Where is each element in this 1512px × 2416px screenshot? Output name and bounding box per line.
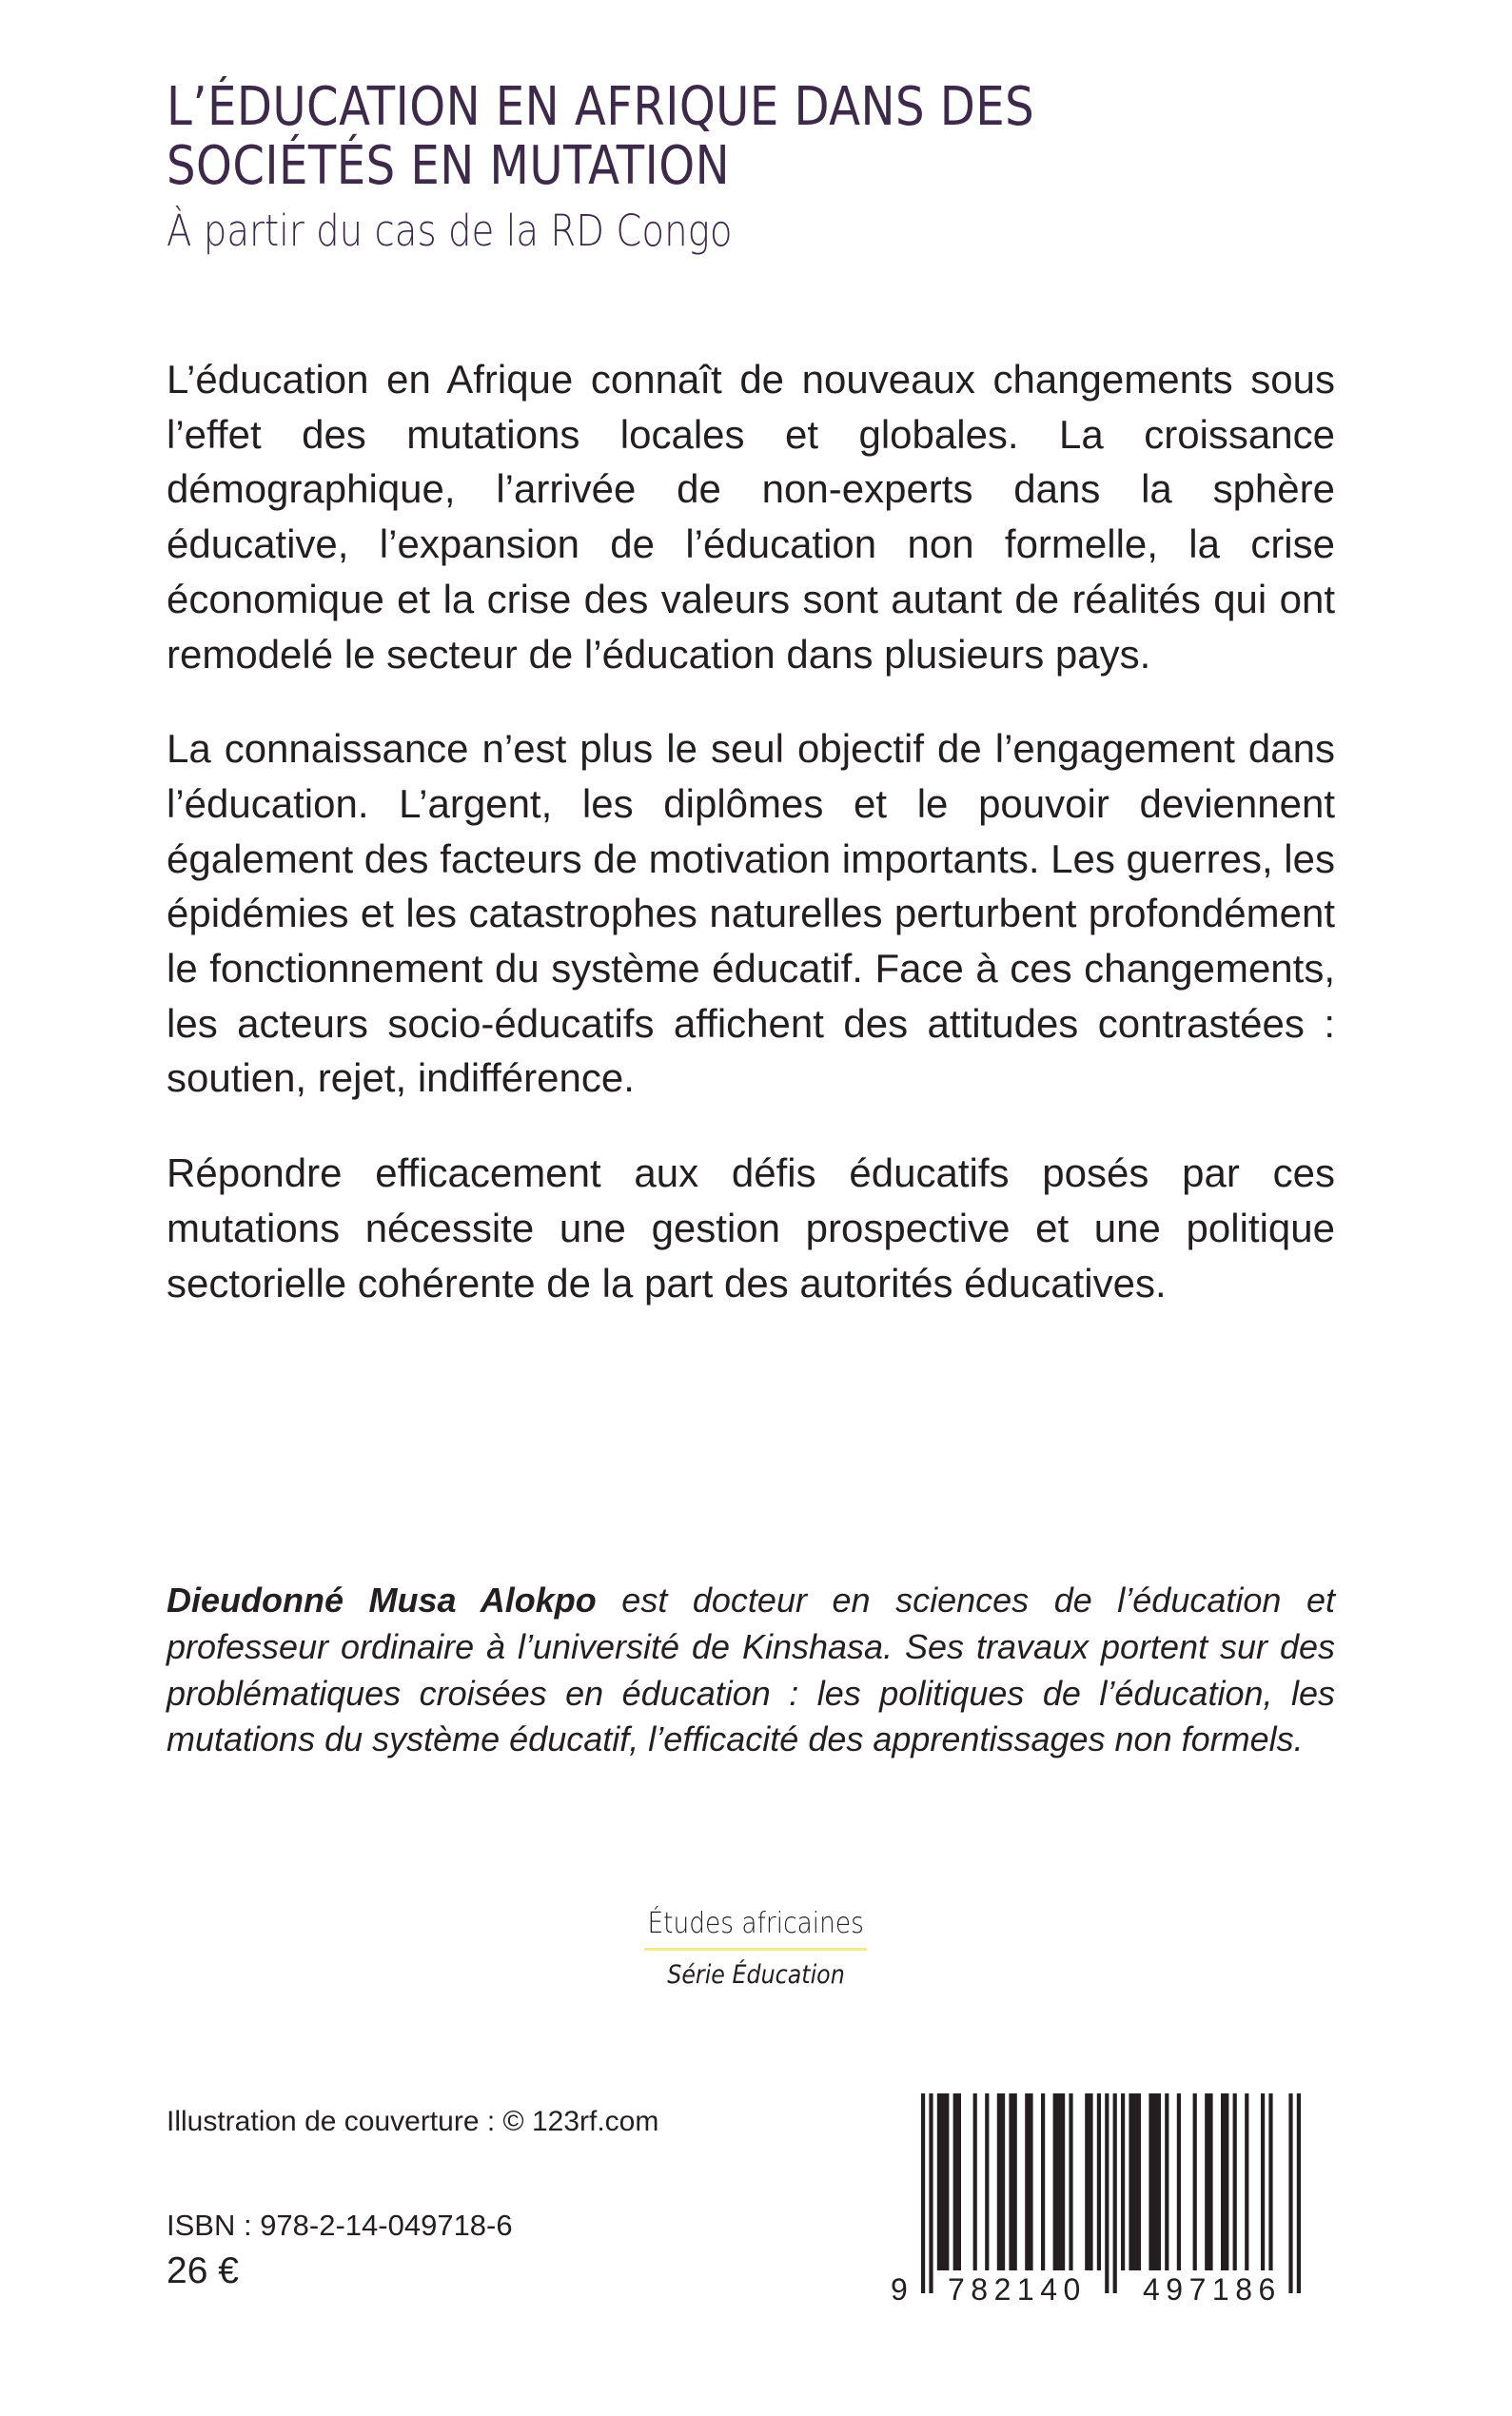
blurb-paragraph: L’éducation en Afrique connaît de nouveaux changements sous l’effet des mutations locales et globales. La croissance démographique, l’arrivée de non-experts dans la sphère éducative, l’expansion de l’éducation non formelle, la crise économique et la crise des valeurs sont autant de réalités qui ont remodelé le secteur de l’éducation dans plusieurs pays. bbox=[167, 357, 1335, 677]
barcode-bar bbox=[985, 2093, 989, 2270]
barcode-bar bbox=[1268, 2093, 1272, 2270]
barcode bbox=[885, 2093, 1342, 2305]
barcode-bar bbox=[929, 2093, 933, 2293]
barcode-lead-digit: 9 bbox=[891, 2272, 908, 2307]
barcode-bar bbox=[1105, 2093, 1109, 2293]
barcode-bar bbox=[1009, 2093, 1016, 2270]
barcode-bar bbox=[1041, 2093, 1045, 2270]
barcode-digits bbox=[885, 2270, 1342, 2308]
barcode-bar bbox=[1097, 2093, 1101, 2270]
price: 26 € bbox=[167, 2250, 239, 2291]
isbn: ISBN : 978-2-14-049718-6 bbox=[167, 2209, 513, 2242]
book-subtitle: À partir du cas de la RD Congo bbox=[167, 206, 733, 256]
barcode-bar bbox=[1149, 2093, 1161, 2270]
barcode-bar bbox=[1025, 2093, 1032, 2270]
barcode-bar bbox=[921, 2093, 925, 2293]
cover-credit: Illustration de couverture : © 123rf.com bbox=[167, 2106, 659, 2137]
blurb bbox=[167, 352, 1335, 1350]
series-name: Études africaines bbox=[644, 1906, 867, 1951]
barcode-bar bbox=[1261, 2093, 1265, 2270]
blurb-paragraph: Répondre efficacement aux défis éducatifs posés par ces mutations nécessite une gestion prospective et une politique sectorielle cohérente de la part des autorités éducatives. bbox=[167, 1150, 1335, 1306]
book-title: L’ÉDUCATION EN AFRIQUE DANS DES SOCIÉTÉS EN MUTATION bbox=[167, 76, 1035, 197]
author-bio-text: est docteur en sciences de l’éducation et professeur ordinaire à l’université de Kinshasa. Ses travaux portent sur des problématiques croisées en éducation : les politiques de l’éducation, les mutations du système éducatif, l’efficacité des apprentissages non formels. bbox=[167, 1581, 1335, 1759]
barcode-left-group: 782140 bbox=[948, 2272, 1087, 2307]
barcode-bar bbox=[1221, 2093, 1228, 2270]
barcode-bar bbox=[1129, 2093, 1141, 2270]
barcode-bar bbox=[1297, 2093, 1301, 2293]
barcode-bar bbox=[937, 2093, 950, 2270]
author-name: Dieudonné Musa Alokpo bbox=[167, 1581, 597, 1620]
barcode-bar bbox=[1233, 2093, 1237, 2270]
blurb-paragraph: La connaissance n’est plus le seul objectif de l’engagement dans l’éducation. L’argent, les diplômes et le pouvoir deviennent également des facteurs de motivation importants. Les guerres, les épidémies et les catastrophes naturelles perturbent profondément le fonctionnement du système éducatif. Face à ces changements, les acteurs socio-éducatifs affichent des attitudes contrastées : soutien, rejet, indifférence. bbox=[167, 726, 1335, 1101]
series-subseries: Série Éducation bbox=[667, 1960, 845, 1990]
barcode-bar bbox=[953, 2093, 961, 2270]
barcode-bar bbox=[1245, 2093, 1248, 2270]
barcode-right-group: 497186 bbox=[1143, 2272, 1282, 2307]
barcode-bar bbox=[1288, 2093, 1292, 2293]
author-bio bbox=[167, 1578, 1335, 1763]
barcode-bar bbox=[1069, 2093, 1072, 2270]
barcode-bar bbox=[1085, 2093, 1092, 2270]
series-block bbox=[0, 1906, 1512, 1993]
barcode-bar bbox=[1193, 2093, 1197, 2270]
barcode-bar bbox=[1053, 2093, 1066, 2270]
barcode-bar bbox=[1113, 2093, 1117, 2293]
barcode-bar bbox=[973, 2093, 977, 2270]
barcode-bar bbox=[997, 2093, 1005, 2270]
barcode-bar bbox=[1165, 2093, 1168, 2270]
barcode-bar bbox=[1121, 2093, 1125, 2270]
barcode-bar bbox=[1177, 2093, 1181, 2270]
barcode-bar bbox=[1205, 2093, 1212, 2270]
